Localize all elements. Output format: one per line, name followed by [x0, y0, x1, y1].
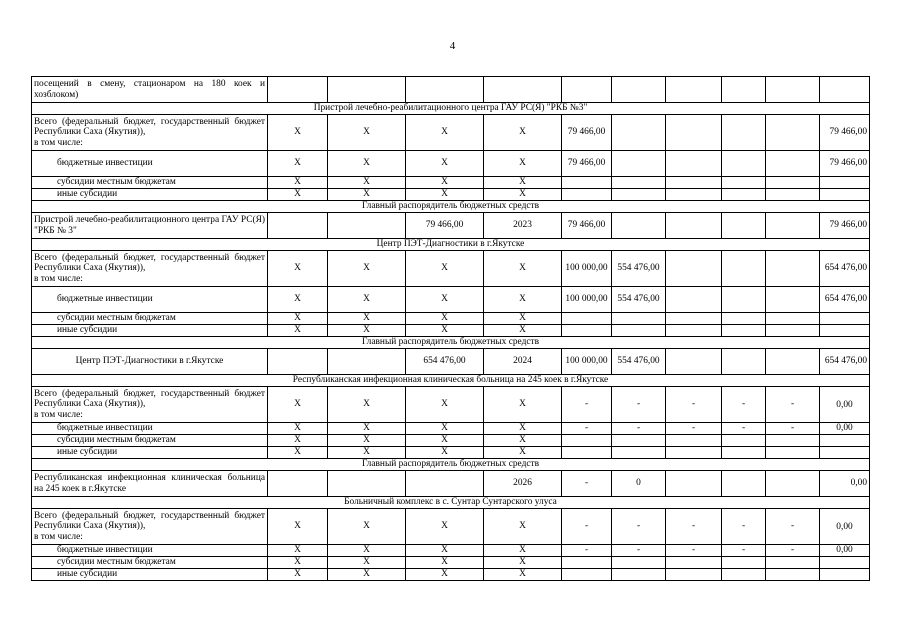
- dash-cell: -: [666, 423, 722, 435]
- table-cell: [562, 435, 612, 447]
- row-label: [32, 115, 268, 151]
- x-mark: X: [406, 569, 484, 581]
- table-cell: [612, 447, 666, 459]
- row-label: [32, 509, 268, 545]
- x-mark: X: [406, 387, 484, 423]
- x-mark: X: [268, 569, 328, 581]
- table-cell: [820, 313, 870, 325]
- x-mark: X: [406, 545, 484, 557]
- value-cell: [612, 213, 666, 239]
- table-cell: [766, 349, 820, 375]
- dash-cell: -: [562, 423, 612, 435]
- table-cell: [766, 151, 820, 177]
- section-row: [32, 201, 870, 213]
- table-cell: [666, 115, 722, 151]
- subsidy-row: [32, 189, 870, 201]
- value-cell: -: [562, 471, 612, 497]
- table-cell: [562, 189, 612, 201]
- x-mark: X: [406, 151, 484, 177]
- section-row: [32, 375, 870, 387]
- object-row: [32, 471, 870, 497]
- x-mark: X: [268, 447, 328, 459]
- total-label: Всего (федеральный бюджет, государственный бюджет Республики Саха (Якутия)),: [34, 388, 265, 410]
- value: 0,00: [836, 399, 853, 410]
- table-cell: [268, 349, 328, 375]
- dash-cell: -: [766, 509, 820, 545]
- subsidy-row: [32, 557, 870, 569]
- x-mark: X: [328, 387, 406, 423]
- table-cell: [562, 569, 612, 581]
- total-cell: 654 476,00: [820, 287, 870, 313]
- x-mark: X: [406, 251, 484, 287]
- value-cell: 554 476,00: [612, 287, 666, 313]
- x-mark: X: [328, 115, 406, 151]
- total-label: Всего (федеральный бюджет, государственный бюджет Республики Саха (Якутия)),: [34, 510, 265, 532]
- value-cell: 554 476,00: [612, 349, 666, 375]
- x-mark: X: [268, 545, 328, 557]
- dash-cell: -: [612, 387, 666, 423]
- table-cell: [722, 251, 766, 287]
- total-cell: [820, 509, 870, 545]
- table-cell: [612, 557, 666, 569]
- dash-cell: -: [722, 509, 766, 545]
- x-mark: X: [484, 151, 562, 177]
- section-title: Пристрой лечебно-реабилитационного центра ГАУ РС(Я) "РКБ №3": [32, 103, 870, 115]
- dash-cell: -: [722, 545, 766, 557]
- dash-cell: -: [666, 545, 722, 557]
- x-mark: X: [484, 177, 562, 189]
- object-row: [32, 213, 870, 239]
- total-cell: [820, 387, 870, 423]
- row-label: [32, 251, 268, 287]
- x-mark: X: [484, 387, 562, 423]
- table-cell: [666, 447, 722, 459]
- x-mark: X: [406, 447, 484, 459]
- dash-cell: -: [562, 387, 612, 423]
- table-cell: [666, 349, 722, 375]
- table-cell: [766, 177, 820, 189]
- table-cell: [722, 447, 766, 459]
- x-mark: X: [406, 435, 484, 447]
- table-cell: [666, 569, 722, 581]
- row-label: субсидии местным бюджетам: [32, 177, 268, 189]
- dash-cell: -: [562, 509, 612, 545]
- table-cell: [722, 325, 766, 337]
- x-mark: X: [406, 177, 484, 189]
- x-mark: X: [484, 189, 562, 201]
- x-mark: X: [268, 115, 328, 151]
- x-mark: X: [268, 313, 328, 325]
- row-label: субсидии местным бюджетам: [32, 557, 268, 569]
- subsidy-row: [32, 569, 870, 581]
- x-mark: X: [268, 435, 328, 447]
- total-sublabel: в том числе:: [34, 273, 83, 284]
- dash-cell: -: [766, 387, 820, 423]
- table-cell: [562, 177, 612, 189]
- dash-cell: -: [666, 509, 722, 545]
- table-row: [32, 77, 870, 103]
- dash-cell: -: [612, 545, 666, 557]
- x-mark: X: [328, 545, 406, 557]
- total-cell: 0,00: [820, 545, 870, 557]
- table-cell: [722, 177, 766, 189]
- value-cell: 79 466,00: [562, 151, 612, 177]
- manager-title: Главный распорядитель бюджетных средств: [32, 201, 870, 213]
- total-cell: 79 466,00: [820, 213, 870, 239]
- dash-cell: -: [562, 545, 612, 557]
- table-cell: [722, 349, 766, 375]
- total-sublabel: в том числе:: [34, 531, 83, 542]
- x-mark: X: [406, 287, 484, 313]
- table-cell: [666, 189, 722, 201]
- year-cell: 2024: [484, 349, 562, 375]
- x-mark: X: [328, 569, 406, 581]
- x-mark: X: [484, 509, 562, 545]
- section-row: [32, 103, 870, 115]
- value-cell: [612, 151, 666, 177]
- x-mark: X: [484, 287, 562, 313]
- table-cell: [562, 313, 612, 325]
- subsidy-row: [32, 435, 870, 447]
- table-cell: [722, 569, 766, 581]
- x-mark: X: [484, 447, 562, 459]
- x-mark: X: [484, 251, 562, 287]
- dash-cell: -: [612, 509, 666, 545]
- x-mark: X: [268, 509, 328, 545]
- budget-row: [32, 151, 870, 177]
- budget-row: [32, 545, 870, 557]
- table-cell: [722, 151, 766, 177]
- table-cell: [722, 115, 766, 151]
- x-mark: X: [268, 557, 328, 569]
- object-row: [32, 349, 870, 375]
- table-cell: [820, 325, 870, 337]
- row-label: бюджетные инвестиции: [32, 151, 268, 177]
- table-cell: [268, 471, 328, 497]
- table-cell: [666, 435, 722, 447]
- x-mark: X: [406, 313, 484, 325]
- total-row: [32, 251, 870, 287]
- x-mark: X: [268, 189, 328, 201]
- x-mark: X: [328, 177, 406, 189]
- value-cell: 0: [612, 471, 666, 497]
- table-cell: [612, 435, 666, 447]
- table-cell: [722, 435, 766, 447]
- budget-table: [31, 76, 870, 581]
- capacity-cell: 79 466,00: [406, 213, 484, 239]
- total-cell: 654 476,00: [820, 251, 870, 287]
- table-cell: [766, 287, 820, 313]
- table-cell: [666, 213, 722, 239]
- value-cell: 79 466,00: [562, 115, 612, 151]
- dash-cell: -: [722, 423, 766, 435]
- total-label: Всего (федеральный бюджет, государственный бюджет Республики Саха (Якутия)),: [34, 116, 265, 138]
- budget-row: [32, 287, 870, 313]
- table-cell: [722, 189, 766, 201]
- x-mark: X: [484, 325, 562, 337]
- table-cell: [766, 251, 820, 287]
- row-label: иные субсидии: [32, 189, 268, 201]
- x-mark: X: [328, 509, 406, 545]
- total-cell: 79 466,00: [820, 151, 870, 177]
- value-cell: 79 466,00: [562, 213, 612, 239]
- total-row: [32, 509, 870, 545]
- table-cell: [722, 213, 766, 239]
- table-cell: [766, 325, 820, 337]
- table-cell: [666, 177, 722, 189]
- dash-cell: -: [666, 387, 722, 423]
- section-row: [32, 459, 870, 471]
- table-cell: [666, 313, 722, 325]
- section-row: [32, 239, 870, 251]
- object-label: Пристрой лечебно-реабилитационного центра ГАУ РС(Я) "РКБ № 3": [32, 213, 268, 239]
- x-mark: X: [268, 387, 328, 423]
- total-cell: 654 476,00: [820, 349, 870, 375]
- table-cell: [328, 213, 406, 239]
- table-cell: [612, 325, 666, 337]
- budget-row: [32, 423, 870, 435]
- row-label: посещений в смену, стационаром на 180 коек и хозблоком): [32, 77, 268, 103]
- x-mark: X: [406, 115, 484, 151]
- row-label: иные субсидии: [32, 325, 268, 337]
- dash-cell: -: [612, 423, 666, 435]
- table-cell: [820, 435, 870, 447]
- section-title: Республиканская инфекционная клиническая больница на 245 коек в г.Якутске: [32, 375, 870, 387]
- dash-cell: -: [722, 387, 766, 423]
- section-title: Больничный комплекс в с. Сунтар Сунтарского улуса: [32, 497, 870, 509]
- section-row: [32, 337, 870, 349]
- year-cell: 2023: [484, 213, 562, 239]
- table-cell: [766, 115, 820, 151]
- x-mark: X: [268, 251, 328, 287]
- x-mark: X: [328, 251, 406, 287]
- table-cell: [268, 213, 328, 239]
- total-cell: 79 466,00: [820, 115, 870, 151]
- x-mark: X: [328, 435, 406, 447]
- table-cell: [328, 471, 406, 497]
- x-mark: X: [406, 325, 484, 337]
- x-mark: X: [328, 189, 406, 201]
- capacity-cell: [406, 471, 484, 497]
- table-cell: [820, 557, 870, 569]
- x-mark: X: [328, 325, 406, 337]
- x-mark: X: [268, 423, 328, 435]
- x-mark: X: [484, 435, 562, 447]
- table-cell: [666, 151, 722, 177]
- table-cell: [722, 313, 766, 325]
- row-label: субсидии местным бюджетам: [32, 313, 268, 325]
- x-mark: X: [406, 509, 484, 545]
- table-cell: [766, 435, 820, 447]
- value-cell: 100 000,00: [562, 251, 612, 287]
- x-mark: X: [484, 557, 562, 569]
- table-cell: [666, 287, 722, 313]
- table-cell: [766, 447, 820, 459]
- x-mark: X: [484, 313, 562, 325]
- table-cell: [766, 471, 820, 497]
- row-label: бюджетные инвестиции: [32, 287, 268, 313]
- x-mark: X: [406, 557, 484, 569]
- table-cell: [328, 349, 406, 375]
- section-row: [32, 497, 870, 509]
- x-mark: X: [328, 447, 406, 459]
- table-cell: [820, 569, 870, 581]
- value-cell: [612, 115, 666, 151]
- value-cell: 554 476,00: [612, 251, 666, 287]
- table-cell: [612, 569, 666, 581]
- x-mark: X: [268, 177, 328, 189]
- total-sublabel: в том числе:: [34, 409, 83, 420]
- table-cell: [612, 189, 666, 201]
- x-mark: X: [268, 287, 328, 313]
- x-mark: X: [484, 545, 562, 557]
- object-label: Республиканская инфекционная клиническая больница на 245 коек в г.Якутске: [32, 471, 268, 497]
- table-cell: [562, 557, 612, 569]
- total-sublabel: в том числе:: [34, 137, 83, 148]
- x-mark: X: [328, 423, 406, 435]
- x-mark: X: [328, 557, 406, 569]
- table-cell: [820, 177, 870, 189]
- table-cell: [666, 325, 722, 337]
- subsidy-row: [32, 325, 870, 337]
- table-cell: [722, 471, 766, 497]
- section-title: Центр ПЭТ-Диагностики в г.Якутске: [32, 239, 870, 251]
- x-mark: X: [406, 189, 484, 201]
- table-cell: [666, 557, 722, 569]
- table-cell: [562, 325, 612, 337]
- row-label: субсидии местным бюджетам: [32, 435, 268, 447]
- table-cell: [562, 447, 612, 459]
- year-cell: 2026: [484, 471, 562, 497]
- object-label: Центр ПЭТ-Диагностики в г.Якутске: [32, 349, 268, 375]
- total-label: Всего (федеральный бюджет, государственный бюджет Республики Саха (Якутия)),: [34, 252, 265, 274]
- table-cell: [612, 313, 666, 325]
- table-cell: [766, 213, 820, 239]
- table-cell: [766, 557, 820, 569]
- table-cell: [766, 189, 820, 201]
- row-label: бюджетные инвестиции: [32, 545, 268, 557]
- subsidy-row: [32, 447, 870, 459]
- dash-cell: -: [766, 423, 820, 435]
- dash-cell: -: [766, 545, 820, 557]
- x-mark: X: [328, 313, 406, 325]
- row-label: иные субсидии: [32, 447, 268, 459]
- value: 0,00: [836, 521, 853, 532]
- total-row: [32, 387, 870, 423]
- table-cell: [666, 471, 722, 497]
- capacity-cell: 654 476,00: [406, 349, 484, 375]
- row-label: бюджетные инвестиции: [32, 423, 268, 435]
- subsidy-row: [32, 177, 870, 189]
- x-mark: X: [484, 115, 562, 151]
- x-mark: X: [268, 325, 328, 337]
- table-cell: [766, 313, 820, 325]
- table-cell: [820, 447, 870, 459]
- x-mark: X: [406, 423, 484, 435]
- table-cell: [722, 557, 766, 569]
- manager-title: Главный распорядитель бюджетных средств: [32, 459, 870, 471]
- page-number: 4: [449, 40, 456, 52]
- table-cell: [820, 189, 870, 201]
- x-mark: X: [268, 151, 328, 177]
- row-label: [32, 387, 268, 423]
- total-row: [32, 115, 870, 151]
- table-cell: [766, 569, 820, 581]
- x-mark: X: [328, 287, 406, 313]
- manager-title: Главный распорядитель бюджетных средств: [32, 337, 870, 349]
- x-mark: X: [328, 151, 406, 177]
- table-cell: [666, 251, 722, 287]
- total-cell: 0,00: [820, 471, 870, 497]
- x-mark: X: [484, 423, 562, 435]
- subsidy-row: [32, 313, 870, 325]
- x-mark: X: [484, 569, 562, 581]
- total-cell: 0,00: [820, 423, 870, 435]
- table-cell: [722, 287, 766, 313]
- value-cell: 100 000,00: [562, 287, 612, 313]
- table-cell: [612, 177, 666, 189]
- value-cell: 100 000,00: [562, 349, 612, 375]
- row-label: иные субсидии: [32, 569, 268, 581]
